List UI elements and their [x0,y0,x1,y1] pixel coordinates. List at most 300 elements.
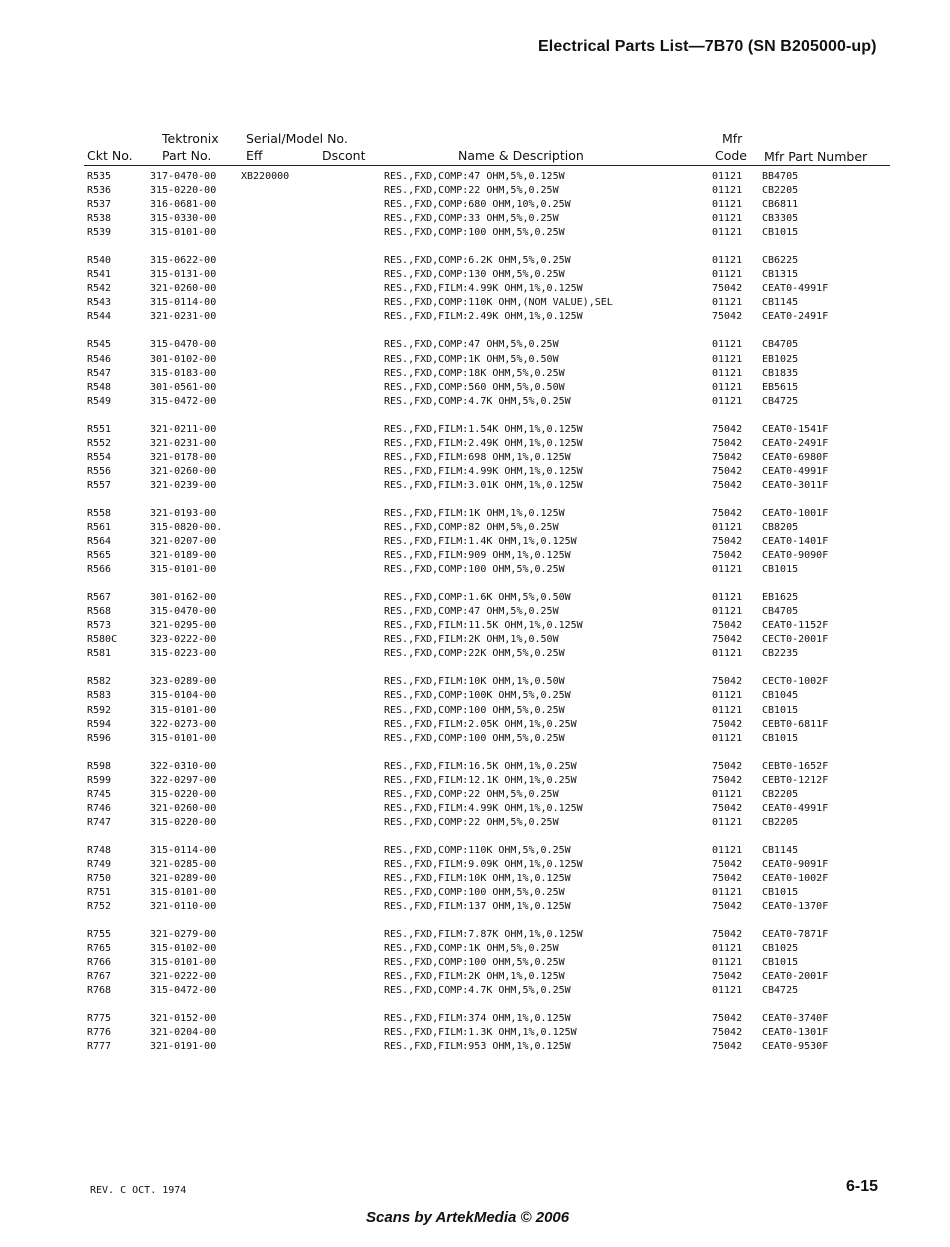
mfr-part-number-cell: CB1145 [762,844,799,856]
ckt-no-cell: R547 [87,367,112,379]
description-cell: RES.,FXD,FILM:16.5K OHM,1%,0.25W [384,760,577,772]
mfr-code-cell: 01121 [712,199,743,211]
ckt-no-cell: R748 [87,844,112,856]
col-header-mfr: Mfr [722,131,743,146]
ckt-no-cell: R548 [87,381,112,393]
mfr-part-number-cell: CB2235 [762,648,799,660]
page-header-title: Electrical Parts List—7B70 (SN B205000-up) [538,38,877,55]
description-cell: RES.,FXD,FILM:2.05K OHM,1%,0.25W [384,718,577,730]
ckt-no-cell: R598 [87,760,112,772]
table-row [0,956,950,970]
part-no-cell: 315-0101-00 [150,564,217,576]
row-group [0,844,950,914]
mfr-part-number-cell: CB4725 [762,985,799,997]
table-row [0,886,950,900]
mfr-part-number-cell: CEAT0-1401F [762,536,829,548]
mfr-code-cell: 01121 [712,648,743,660]
ckt-no-cell: R775 [87,1013,112,1025]
mfr-part-number-cell: CB1015 [762,732,799,744]
ckt-no-cell: R768 [87,985,112,997]
table-row [0,928,950,942]
table-row [0,338,950,352]
mfr-code-cell: 01121 [712,592,743,604]
part-no-cell: 321-0231-00 [150,437,217,449]
ckt-no-cell: R752 [87,901,112,913]
description-cell: RES.,FXD,COMP:6.2K OHM,5%,0.25W [384,255,571,267]
description-cell: RES.,FXD,COMP:100 OHM,5%,0.25W [384,887,565,899]
mfr-code-cell: 01121 [712,957,743,969]
ckt-no-cell: R566 [87,564,112,576]
mfr-part-number-cell: CB1015 [762,957,799,969]
table-row [0,226,950,240]
row-group [0,423,950,493]
mfr-part-number-cell: CECT0-2001F [762,634,829,646]
mfr-part-number-cell: CEAT0-2491F [762,311,829,323]
mfr-part-number-cell: CB4725 [762,395,799,407]
mfr-code-cell: 75042 [712,311,743,323]
description-cell: RES.,FXD,COMP:1.6K OHM,5%,0.50W [384,592,571,604]
table-row [0,367,950,381]
part-no-cell: 315-0472-00 [150,985,217,997]
ckt-no-cell: R541 [87,269,112,281]
mfr-code-cell: 01121 [712,269,743,281]
table-row [0,718,950,732]
description-cell: RES.,FXD,FILM:4.99K OHM,1%,0.125W [384,802,583,814]
table-row [0,437,950,451]
mfr-part-number-cell: CEAT0-4991F [762,465,829,477]
mfr-part-number-cell: CEAT0-1541F [762,423,829,435]
part-no-cell: 315-0101-00 [150,227,217,239]
part-no-cell: 321-0260-00 [150,283,217,295]
part-no-cell: 321-0110-00 [150,901,217,913]
description-cell: RES.,FXD,FILM:12.1K OHM,1%,0.25W [384,774,577,786]
mfr-part-number-cell: CB1045 [762,690,799,702]
mfr-code-cell: 75042 [712,507,743,519]
part-no-cell: 321-0207-00 [150,536,217,548]
ckt-no-cell: R751 [87,887,112,899]
mfr-code-cell: 75042 [712,1027,743,1039]
mfr-part-number-cell: CEAT0-4991F [762,283,829,295]
mfr-code-cell: 01121 [712,985,743,997]
part-no-cell: 315-0220-00 [150,788,217,800]
ckt-no-cell: R545 [87,339,112,351]
mfr-part-number-cell: CB2205 [762,816,799,828]
row-group [0,254,950,324]
ckt-no-cell: R536 [87,185,112,197]
mfr-part-number-cell: EB1625 [762,592,799,604]
ckt-no-cell: R537 [87,199,112,211]
mfr-code-cell: 75042 [712,550,743,562]
col-header-tektronix: Tektronix [162,131,219,146]
part-no-cell: 316-0681-00 [150,199,217,211]
table-row [0,507,950,521]
ckt-no-cell: R535 [87,171,112,182]
part-no-cell: 321-0222-00 [150,971,217,983]
part-no-cell: 315-0101-00 [150,704,217,716]
ckt-no-cell: R567 [87,592,112,604]
part-no-cell: 321-0289-00 [150,872,217,884]
table-row [0,198,950,212]
description-cell: RES.,FXD,COMP:130 OHM,5%,0.25W [384,269,565,281]
mfr-code-cell: 01121 [712,255,743,267]
table-row [0,970,950,984]
description-cell: RES.,FXD,FILM:7.87K OHM,1%,0.125W [384,929,583,941]
part-no-cell: 321-0285-00 [150,858,217,870]
mfr-code-cell: 75042 [712,971,743,983]
mfr-part-number-cell: CEAT0-9091F [762,858,829,870]
row-group [0,591,950,661]
ckt-no-cell: R766 [87,957,112,969]
mfr-part-number-cell: CB1015 [762,887,799,899]
description-cell: RES.,FXD,FILM:9.09K OHM,1%,0.125W [384,858,583,870]
mfr-part-number-cell: CEAT0-1001F [762,507,829,519]
mfr-code-cell: 75042 [712,423,743,435]
part-no-cell: 301-0162-00 [150,592,217,604]
ckt-no-cell: R767 [87,971,112,983]
mfr-part-number-cell: CEBT0-1212F [762,774,829,786]
mfr-part-number-cell: CB1145 [762,297,799,309]
ckt-no-cell: R561 [87,521,112,533]
part-no-cell: 321-0239-00 [150,479,217,491]
row-group [0,170,950,240]
col-header-dscont: Dscont [322,148,366,163]
mfr-part-number-cell: CB1015 [762,564,799,576]
mfr-code-cell: 01121 [712,943,743,955]
mfr-code-cell: 01121 [712,788,743,800]
table-row [0,395,950,409]
table-row [0,788,950,802]
part-no-cell: 315-0102-00 [150,943,217,955]
description-cell: RES.,FXD,COMP:18K OHM,5%,0.25W [384,367,565,379]
table-row [0,872,950,886]
table-row [0,1040,950,1054]
ckt-no-cell: R746 [87,802,112,814]
table-row [0,549,950,563]
part-no-cell: 322-0310-00 [150,760,217,772]
revision-note: REV. C OCT. 1974 [90,1185,187,1196]
mfr-code-cell: 75042 [712,760,743,772]
mfr-code-cell: 75042 [712,1041,743,1053]
ckt-no-cell: R544 [87,311,112,323]
part-no-cell: 315-0114-00 [150,844,217,856]
mfr-code-cell: 01121 [712,185,743,197]
description-cell: RES.,FXD,COMP:82 OHM,5%,0.25W [384,521,559,533]
mfr-code-cell: 75042 [712,858,743,870]
part-no-cell: 321-0260-00 [150,465,217,477]
mfr-part-number-cell: CEAT0-3740F [762,1013,829,1025]
part-no-cell: 322-0273-00 [150,718,217,730]
part-no-cell: 315-0220-00 [150,816,217,828]
part-no-cell: 315-0470-00 [150,606,217,618]
description-cell: RES.,FXD,FILM:10K OHM,1%,0.125W [384,872,571,884]
description-cell: RES.,FXD,COMP:100 OHM,5%,0.25W [384,564,565,576]
ckt-no-cell: R777 [87,1041,112,1053]
part-no-cell: 315-0104-00 [150,690,217,702]
mfr-code-cell: 01121 [712,704,743,716]
ckt-no-cell: R573 [87,620,112,632]
mfr-code-cell: 01121 [712,353,743,365]
part-no-cell: 321-0189-00 [150,550,217,562]
ckt-no-cell: R549 [87,395,112,407]
part-no-cell: 321-0204-00 [150,1027,217,1039]
description-cell: RES.,FXD,FILM:4.99K OHM,1%,0.125W [384,465,583,477]
table-row [0,704,950,718]
ckt-no-cell: R592 [87,704,112,716]
ckt-no-cell: R568 [87,606,112,618]
mfr-code-cell: 01121 [712,564,743,576]
mfr-code-cell: 01121 [712,732,743,744]
table-row [0,296,950,310]
ckt-no-cell: R542 [87,283,112,295]
description-cell: RES.,FXD,FILM:2.49K OHM,1%,0.125W [384,311,583,323]
table-row [0,844,950,858]
table-row [0,353,950,367]
mfr-code-cell: 75042 [712,283,743,295]
description-cell: RES.,FXD,COMP:100 OHM,5%,0.25W [384,732,565,744]
mfr-code-cell: 01121 [712,213,743,225]
part-no-cell: 315-0101-00 [150,887,217,899]
row-group [0,928,950,998]
description-cell: RES.,FXD,COMP:47 OHM,5%,0.125W [384,171,565,182]
description-cell: RES.,FXD,COMP:22 OHM,5%,0.25W [384,816,559,828]
table-row [0,521,950,535]
mfr-code-cell: 75042 [712,929,743,941]
mfr-code-cell: 01121 [712,339,743,351]
part-no-cell: 315-0820-00. [150,521,223,533]
mfr-code-cell: 01121 [712,887,743,899]
mfr-code-cell: 01121 [712,381,743,393]
mfr-part-number-cell: CB2205 [762,185,799,197]
part-no-cell: 321-0279-00 [150,929,217,941]
table-row [0,689,950,703]
ckt-no-cell: R581 [87,648,112,660]
part-no-cell: 315-0101-00 [150,732,217,744]
part-no-cell: 321-0211-00 [150,423,217,435]
part-no-cell: 301-0102-00 [150,353,217,365]
col-header-eff: Eff [246,148,263,163]
description-cell: RES.,FXD,FILM:2K OHM,1%,0.50W [384,634,559,646]
mfr-code-cell: 01121 [712,171,743,182]
col-header-ckt-no: Ckt No. [87,148,133,163]
mfr-part-number-cell: CEAT0-1370F [762,901,829,913]
mfr-part-number-cell: CEAT0-1152F [762,620,829,632]
table-row [0,605,950,619]
mfr-code-cell: 75042 [712,774,743,786]
mfr-code-cell: 01121 [712,521,743,533]
part-no-cell: 323-0289-00 [150,676,217,688]
mfr-part-number-cell: CEBT0-6811F [762,718,829,730]
mfr-code-cell: 75042 [712,620,743,632]
ckt-no-cell: R580C [87,634,118,646]
mfr-code-cell: 75042 [712,872,743,884]
mfr-part-number-cell: CB4705 [762,339,799,351]
ckt-no-cell: R750 [87,872,112,884]
description-cell: RES.,FXD,FILM:11.5K OHM,1%,0.125W [384,620,583,632]
part-no-cell: 321-0193-00 [150,507,217,519]
col-header-mfr-part-number: Mfr Part Number [764,149,868,164]
ckt-no-cell: R538 [87,213,112,225]
table-row [0,675,950,689]
mfr-code-cell: 75042 [712,536,743,548]
table-row [0,1026,950,1040]
description-cell: RES.,FXD,COMP:100 OHM,5%,0.25W [384,704,565,716]
table-row [0,591,950,605]
eff-cell: XB220000 [241,171,290,182]
mfr-code-cell: 01121 [712,816,743,828]
ckt-no-cell: R749 [87,858,112,870]
ckt-no-cell: R776 [87,1027,112,1039]
description-cell: RES.,FXD,FILM:3.01K OHM,1%,0.125W [384,479,583,491]
part-no-cell: 322-0297-00 [150,774,217,786]
part-no-cell: 315-0330-00 [150,213,217,225]
mfr-part-number-cell: CEAT0-6980F [762,451,829,463]
description-cell: RES.,FXD,FILM:137 OHM,1%,0.125W [384,901,571,913]
description-cell: RES.,FXD,FILM:10K OHM,1%,0.50W [384,676,565,688]
row-group [0,1012,950,1054]
mfr-part-number-cell: CB1015 [762,704,799,716]
description-cell: RES.,FXD,COMP:22 OHM,5%,0.25W [384,788,559,800]
mfr-code-cell: 01121 [712,297,743,309]
mfr-code-cell: 75042 [712,676,743,688]
mfr-part-number-cell: CB4705 [762,606,799,618]
mfr-code-cell: 01121 [712,606,743,618]
part-no-cell: 315-0131-00 [150,269,217,281]
table-row [0,760,950,774]
table-row [0,1012,950,1026]
ckt-no-cell: R539 [87,227,112,239]
ckt-no-cell: R546 [87,353,112,365]
description-cell: RES.,FXD,FILM:1.54K OHM,1%,0.125W [384,423,583,435]
ckt-no-cell: R557 [87,479,112,491]
mfr-code-cell: 75042 [712,718,743,730]
col-header-part-no: Part No. [162,148,212,163]
ckt-no-cell: R755 [87,929,112,941]
description-cell: RES.,FXD,COMP:4.7K OHM,5%,0.25W [384,985,571,997]
mfr-code-cell: 75042 [712,901,743,913]
part-no-cell: 315-0220-00 [150,185,217,197]
description-cell: RES.,FXD,COMP:1K OHM,5%,0.25W [384,943,559,955]
table-row [0,619,950,633]
ckt-no-cell: R564 [87,536,112,548]
description-cell: RES.,FXD,COMP:100K OHM,5%,0.25W [384,690,571,702]
mfr-part-number-cell: CEAT0-3011F [762,479,829,491]
mfr-code-cell: 01121 [712,395,743,407]
ckt-no-cell: R594 [87,718,112,730]
part-no-cell: 321-0295-00 [150,620,217,632]
part-no-cell: 315-0223-00 [150,648,217,660]
part-no-cell: 301-0561-00 [150,381,217,393]
table-row [0,451,950,465]
table-row [0,184,950,198]
mfr-code-cell: 01121 [712,844,743,856]
description-cell: RES.,FXD,FILM:2.49K OHM,1%,0.125W [384,437,583,449]
mfr-part-number-cell: CEAT0-2001F [762,971,829,983]
description-cell: RES.,FXD,FILM:1K OHM,1%,0.125W [384,507,565,519]
mfr-part-number-cell: CB1015 [762,227,799,239]
description-cell: RES.,FXD,FILM:4.99K OHM,1%,0.125W [384,283,583,295]
mfr-part-number-cell: EB5615 [762,381,799,393]
description-cell: RES.,FXD,FILM:953 OHM,1%,0.125W [384,1041,571,1053]
part-no-cell: 317-0470-00 [150,171,217,182]
description-cell: RES.,FXD,FILM:698 OHM,1%,0.125W [384,451,571,463]
mfr-code-cell: 75042 [712,451,743,463]
mfr-part-number-cell: CB6811 [762,199,799,211]
col-header-name-description: Name & Description [458,148,584,163]
ckt-no-cell: R558 [87,507,112,519]
table-row [0,774,950,788]
mfr-part-number-cell: CB6225 [762,255,799,267]
mfr-part-number-cell: CEAT0-2491F [762,437,829,449]
table-row [0,984,950,998]
ckt-no-cell: R583 [87,690,112,702]
part-no-cell: 321-0260-00 [150,802,217,814]
part-no-cell: 315-0472-00 [150,395,217,407]
ckt-no-cell: R552 [87,437,112,449]
table-row [0,647,950,661]
mfr-part-number-cell: CEAT0-4991F [762,802,829,814]
description-cell: RES.,FXD,COMP:47 OHM,5%,0.25W [384,339,559,351]
part-no-cell: 315-0101-00 [150,957,217,969]
mfr-part-number-cell: CB3305 [762,213,799,225]
scan-credit: Scans by ArtekMedia © 2006 [366,1209,570,1226]
description-cell: RES.,FXD,COMP:4.7K OHM,5%,0.25W [384,395,571,407]
mfr-code-cell: 75042 [712,634,743,646]
table-row [0,479,950,493]
mfr-code-cell: 75042 [712,802,743,814]
description-cell: RES.,FXD,COMP:110K OHM,5%,0.25W [384,844,571,856]
mfr-code-cell: 75042 [712,437,743,449]
mfr-part-number-cell: BB4705 [762,171,799,182]
part-no-cell: 321-0178-00 [150,451,217,463]
table-row [0,268,950,282]
description-cell: RES.,FXD,COMP:22 OHM,5%,0.25W [384,185,559,197]
description-cell: RES.,FXD,COMP:680 OHM,10%,0.25W [384,199,571,211]
mfr-part-number-cell: CEAT0-9090F [762,550,829,562]
table-row [0,170,950,184]
mfr-part-number-cell: CB2205 [762,788,799,800]
mfr-part-number-cell: CEAT0-1301F [762,1027,829,1039]
row-group [0,507,950,577]
row-group [0,675,950,745]
mfr-code-cell: 75042 [712,1013,743,1025]
part-no-cell: 315-0114-00 [150,297,217,309]
ckt-no-cell: R596 [87,732,112,744]
mfr-part-number-cell: CB1025 [762,943,799,955]
part-no-cell: 321-0152-00 [150,1013,217,1025]
mfr-part-number-cell: CB8205 [762,521,799,533]
table-row [0,942,950,956]
ckt-no-cell: R745 [87,788,112,800]
mfr-part-number-cell: CB1315 [762,269,799,281]
mfr-part-number-cell: CEAT0-1002F [762,872,829,884]
table-row [0,381,950,395]
part-no-cell: 321-0231-00 [150,311,217,323]
table-row [0,254,950,268]
table-row [0,535,950,549]
page-number: 6-15 [846,1178,879,1195]
table-row [0,816,950,830]
col-header-code: Code [715,148,748,163]
mfr-part-number-cell: EB1025 [762,353,799,365]
ckt-no-cell: R551 [87,423,112,435]
table-row [0,465,950,479]
table-row [0,282,950,296]
mfr-code-cell: 01121 [712,690,743,702]
mfr-part-number-cell: CEBT0-1652F [762,760,829,772]
part-no-cell: 315-0183-00 [150,367,217,379]
table-row [0,423,950,437]
description-cell: RES.,FXD,COMP:1K OHM,5%,0.50W [384,353,559,365]
